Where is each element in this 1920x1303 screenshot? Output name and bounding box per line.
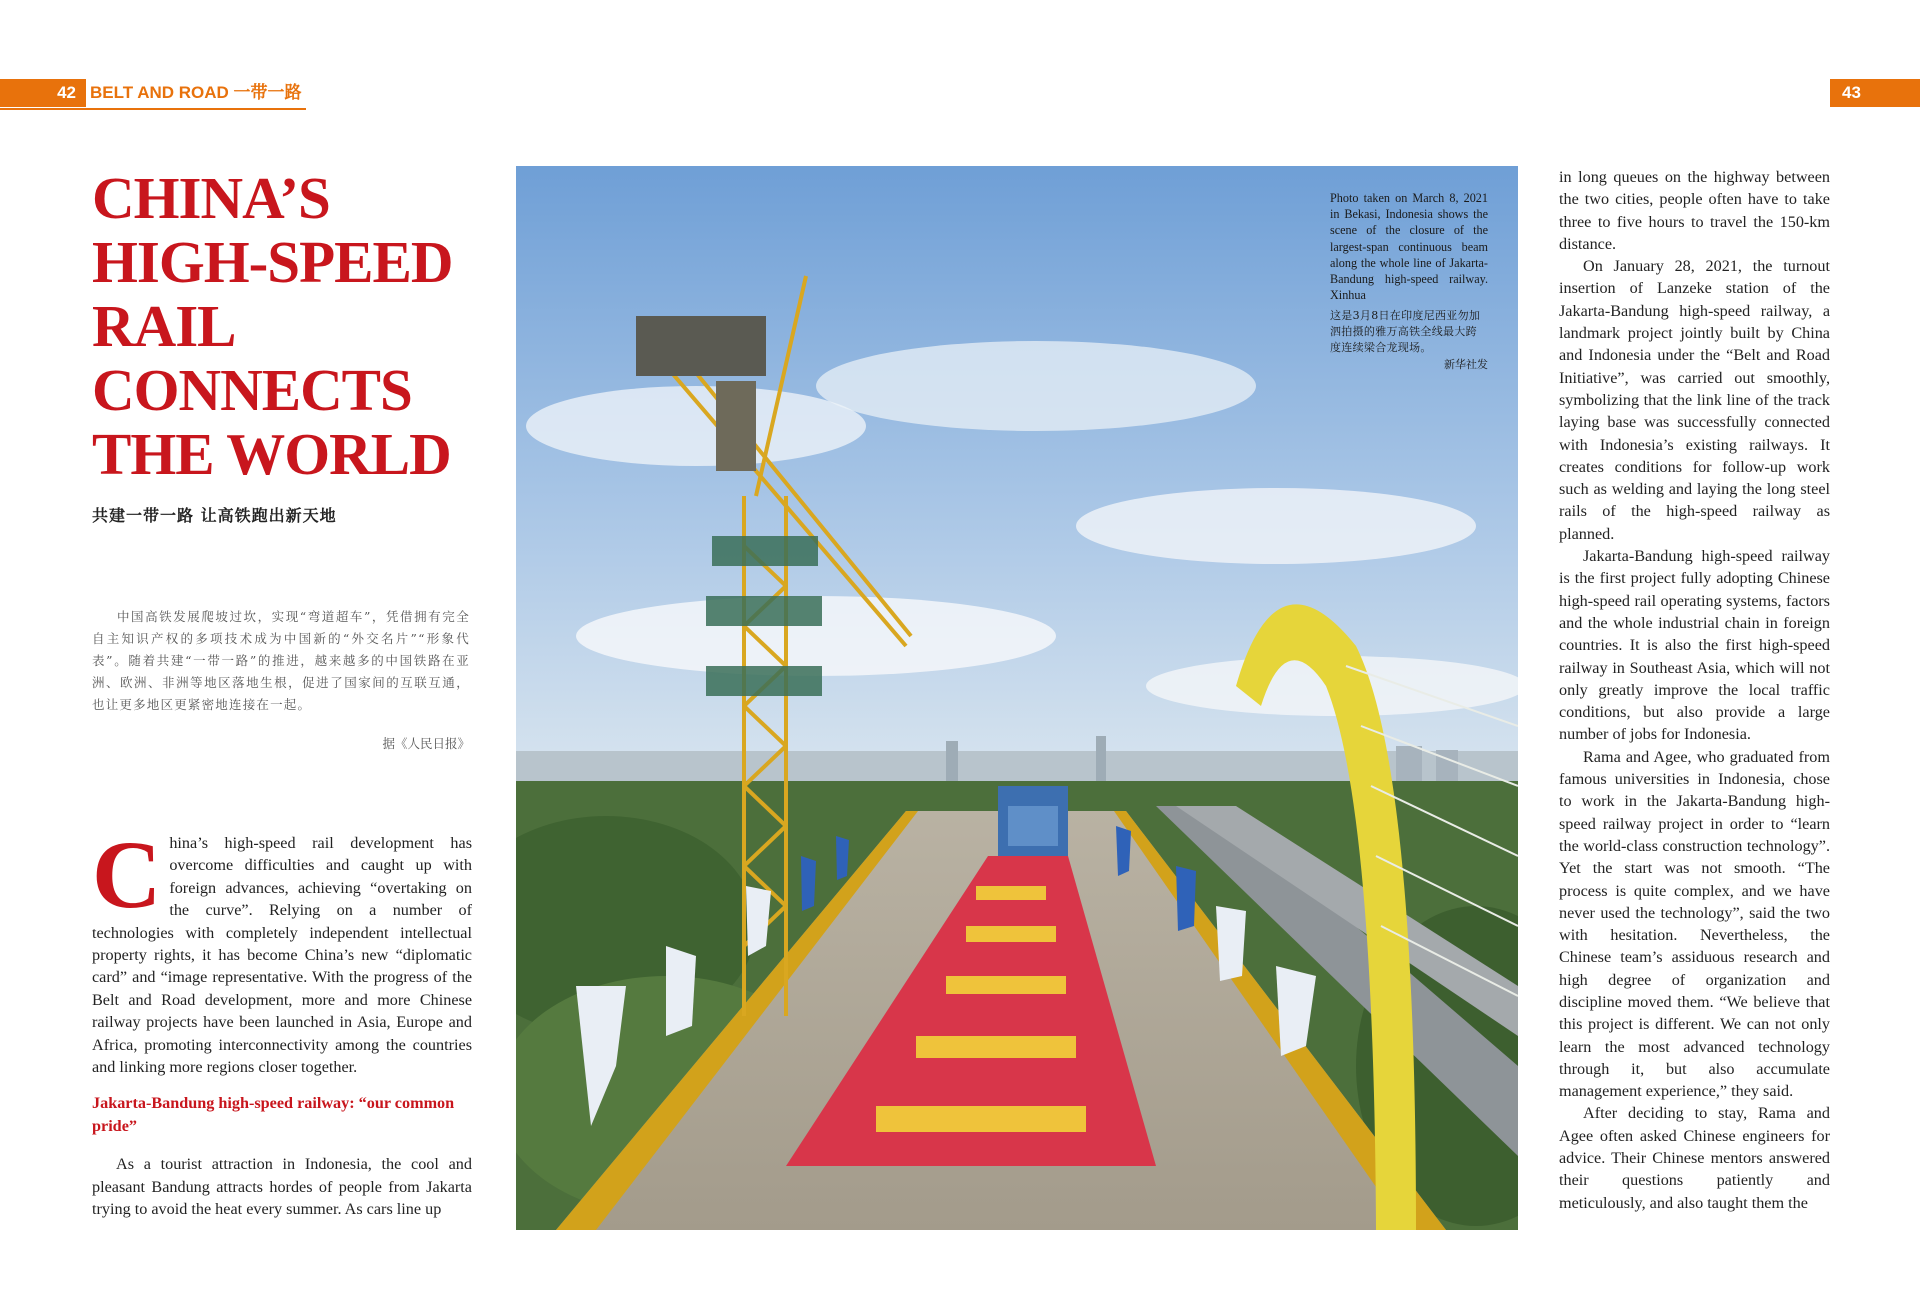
title-line: HIGH-SPEED — [92, 229, 453, 295]
photo-caption-en: Photo taken on March 8, 2021 in Bekasi, Indonesia shows the scene of the closure of the largest-span continuous beam along the whole line of Jakarta-Bandung high-speed railway. Xinhua — [1330, 191, 1488, 303]
title-line: CHINA’S — [92, 165, 330, 231]
title-line: RAIL — [92, 293, 236, 359]
body-paragraph: in long queues on the highway between the two cities, people often have to take three to five hours to travel the 150-km distance. — [1559, 168, 1830, 253]
title-line: CONNECTS — [92, 357, 412, 423]
section-heading: Jakarta-Bandung high-speed railway: “our common pride” — [92, 1094, 455, 1135]
body-paragraph: As a tourist attraction in Indonesia, the cool and pleasant Bandung attracts hordes of people from Jakarta trying to avoid the heat every summer. As cars line up — [92, 1155, 472, 1219]
chinese-subtitle: 共建一带一路 让高铁跑出新天地 — [92, 506, 337, 525]
body-paragraph: After deciding to stay, Rama and Agee often asked Chinese engineers for advice. Their Chinese mentors answered their questions patiently and meticulously, and also taught them the — [1559, 1104, 1830, 1212]
chinese-summary-source: 据《人民日报》 — [382, 736, 470, 751]
header-rule — [0, 108, 306, 110]
left-column-body — [92, 821, 472, 1221]
intro-paragraph — [92, 821, 472, 1078]
photo-caption-source: 新华社发 — [1444, 358, 1488, 371]
chinese-summary: 中国高铁发展爬坡过坎，实现“弯道超车”，凭借拥有完全自主知识产权的多项技术成为中国新的“外交名片”“形象代表”。随着共建“一带一路”的推进，越来越多的中国铁路在亚洲、欧洲、非洲等地区落地生根，促进了国家间的互联互通，也让更多地区更紧密地连接在一起。 — [92, 609, 470, 712]
page-header-left — [0, 79, 306, 107]
intro-text: hina’s high-speed rail development has overcome difficulties and caught up with foreign advances, achieving “overtaking on the curve”. Relying on a number of technologies with completely independent intellectual property rights, it has become China’s new “diplomatic card” and “image representative. With the progress of the Belt and Road development, more and more Chinese railway projects have been launched in Asia, Europe and Africa, promoting interconnectivity among the countries and linking more regions closer together. — [92, 834, 472, 1077]
left-page-number: 42 — [0, 79, 86, 107]
drop-cap: C — [92, 821, 162, 928]
photo-caption-cn: 这是3月8日在印度尼西亚勿加泗拍摄的雅万高铁全线最大跨度连续梁合龙现场。 — [1330, 309, 1481, 354]
section-label: BELT AND ROAD 一带一路 — [90, 83, 302, 102]
body-paragraph: On January 28, 2021, the turnout insertion of Lanzeke station of the Jakarta-Bandung high-speed railway, a landmark project jointly built by China and Indonesia under the “Belt and Road Initiative”, was carried out smoothly, symbolizing that the link line of the track laying base was successfully connected with Indonesia’s existing railways. It creates conditions for follow-up work such as welding and laying the long steel rails of the high-speed railway as planned. — [1559, 257, 1830, 543]
body-paragraph: Jakarta-Bandung high-speed railway is the first project fully adopting Chinese high-speed rail operating systems, factors and the whole industrial chain in foreign countries. It is also the first high-speed railway in Southeast Asia, which will not only greatly improve the local traffic conditions, but also provide a large number of jobs for Indonesia. — [1559, 547, 1830, 744]
article-title — [92, 166, 492, 486]
right-column-body — [1559, 166, 1830, 1214]
right-page-number: 43 — [1830, 79, 1920, 107]
title-line: THE WORLD — [92, 421, 451, 487]
body-paragraph: Rama and Agee, who graduated from famous universities in Indonesia, chose to work in the Jakarta-Bandung high-speed railway project in order to “learn the world-class construction technology”. Yet the start was not smooth. “The process is quite complex, and we have never used the technology”, said the two with hesitation. Nevertheless, the Chinese team’s assiduous research and high degree of organization and discipline moved them. “We believe that this project is different. We can not only learn the most advanced technology through it, but also accumulate management experience,” they said. — [1559, 747, 1830, 1101]
